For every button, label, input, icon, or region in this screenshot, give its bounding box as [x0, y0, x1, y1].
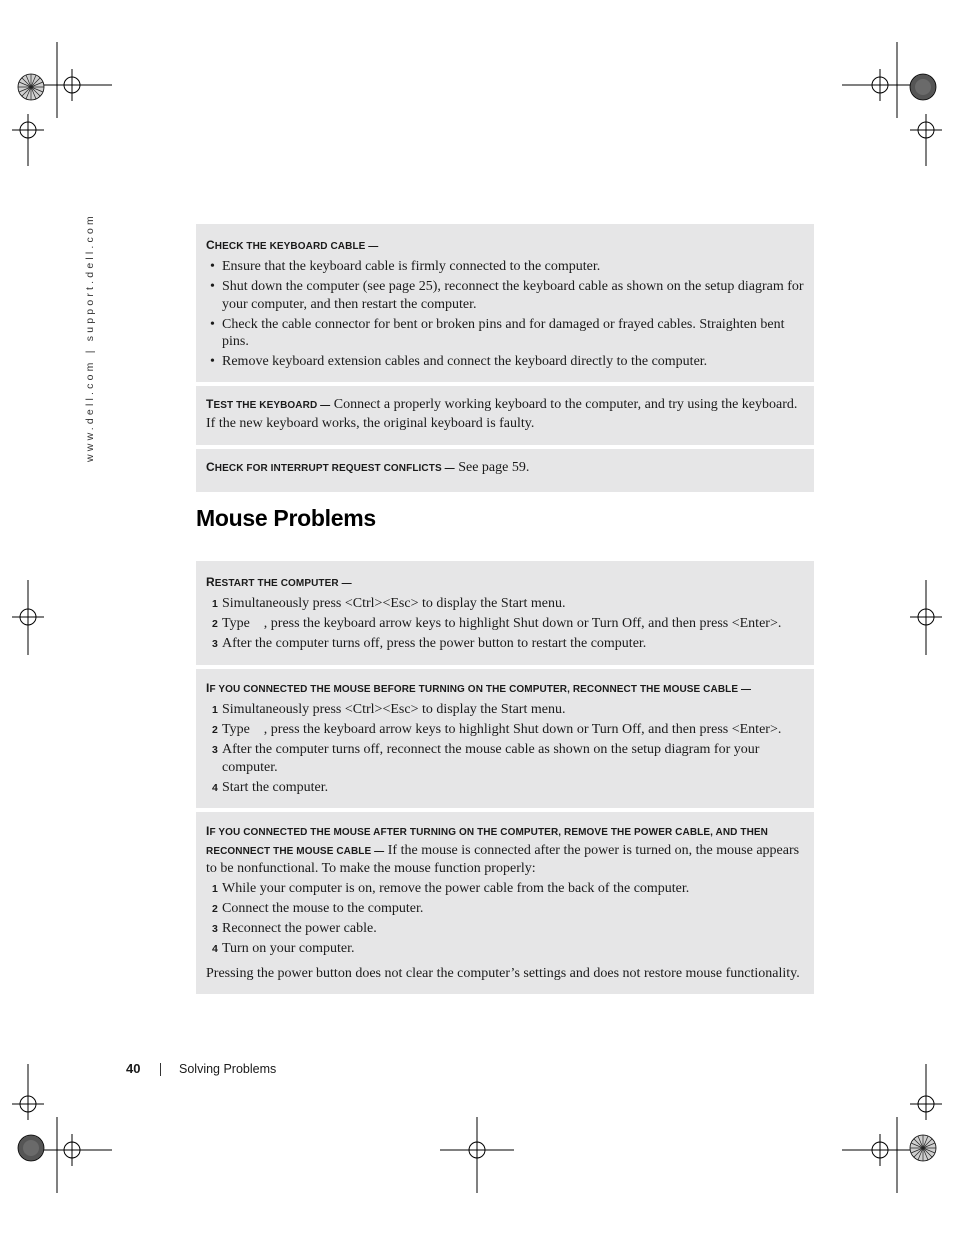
- step-item: 2 Type , press the keyboard arrow keys to highlight Shut down or Turn Off, and then press <Enter>.: [212, 722, 782, 737]
- step-item: 3 After the computer turns off, press the power button to restart the computer.: [212, 636, 647, 651]
- step-item: 2 Type , press the keyboard arrow keys to highlight Shut down or Turn Off, and then press <Enter>.: [212, 616, 782, 631]
- box-text: If the mouse is connected after the power is turned on, the mouse appears to be nonfunctional. To make the mouse function properly:: [206, 842, 800, 876]
- box-text: Connect a properly working keyboard to the computer, and try using the keyboard. If the new keyboard works, the original keyboard is faulty.: [206, 397, 798, 431]
- box-heading: IF YOU CONNECTED THE MOUSE BEFORE TURNING ON THE COMPUTER, RECONNECT THE MOUSE CABLE —: [206, 681, 752, 695]
- test-keyboard-box: [196, 386, 814, 445]
- box-intro: [206, 823, 804, 878]
- step-item: 2 Connect the mouse to the computer.: [212, 901, 424, 916]
- box-text: See page 59.: [458, 460, 530, 475]
- step-item: 1 While your computer is on, remove the power cable from the back of the computer.: [212, 881, 690, 896]
- gray-target-mark: [910, 74, 936, 100]
- bullet-item: • Remove keyboard extension cables and connect the keyboard directly to the computer.: [206, 353, 804, 371]
- step-item: 4 Turn on your computer.: [212, 941, 355, 956]
- page-number: 40: [126, 1061, 141, 1076]
- box-heading: RESTART THE COMPUTER —: [206, 575, 352, 589]
- restart-computer-box: [196, 561, 814, 665]
- mouse-before-box: [196, 669, 814, 808]
- starburst-mark: [18, 74, 44, 100]
- step-item: 1 Simultaneously press <Ctrl><Esc> to display the Start menu.: [212, 596, 566, 611]
- bullet-item: • Check the cable connector for bent or broken pins and for damaged or frayed cables. Straighten bent pins.: [206, 316, 804, 351]
- bullet-item: • Shut down the computer (see page 25), reconnect the keyboard cable as shown on the setup diagram for your computer, and then restart the computer.: [206, 278, 804, 313]
- box-heading: IF YOU CONNECTED THE MOUSE AFTER TURNING ON THE COMPUTER, REMOVE THE POWER CABLE, AND THEN RECONNECT THE MOUSE CABLE —: [206, 824, 768, 857]
- starburst-mark: [910, 1135, 936, 1161]
- footer-divider: [160, 1063, 161, 1076]
- bullet-item: • Ensure that the keyboard cable is firmly connected to the computer.: [206, 258, 804, 276]
- step-item: 3 After the computer turns off, reconnect the mouse cable as shown on the setup diagram for your computer.: [212, 742, 760, 775]
- box-heading: TEST THE KEYBOARD —: [206, 397, 331, 411]
- box-heading: CHECK FOR INTERRUPT REQUEST CONFLICTS —: [206, 460, 455, 474]
- step-item: 3 Reconnect the power cable.: [212, 921, 377, 936]
- gray-target-mark: [18, 1135, 44, 1161]
- step-item: 4 Start the computer.: [212, 779, 329, 795]
- box-note: Pressing the power button does not clear the computer’s settings and does not restore mouse functionality.: [206, 965, 800, 981]
- step-item: 1 Simultaneously press <Ctrl><Esc> to display the Start menu.: [212, 702, 566, 717]
- side-url: www.dell.com | support.dell.com: [84, 213, 96, 462]
- check-keyboard-cable-box: [196, 224, 814, 382]
- check-irq-conflicts-box: [196, 449, 814, 492]
- footer-label: Solving Problems: [179, 1062, 277, 1076]
- section-title: Mouse Problems: [196, 505, 376, 531]
- mouse-after-box: [196, 812, 814, 994]
- box-heading: CHECK THE KEYBOARD CABLE —: [206, 238, 379, 252]
